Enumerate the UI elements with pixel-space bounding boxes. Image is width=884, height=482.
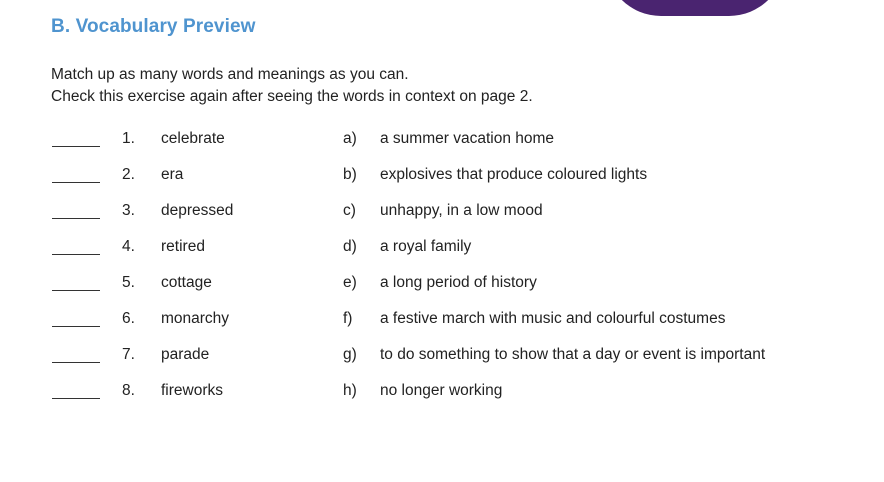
meaning-letter: d) [343,238,357,255]
answer-blank[interactable] [52,200,100,219]
vocabulary-word: cottage [161,274,212,291]
vocabulary-word: fireworks [161,382,224,399]
answer-blank[interactable] [52,236,100,255]
answer-blank[interactable] [52,344,100,363]
vocabulary-word: depressed [161,202,234,219]
item-number: 8. [122,382,135,399]
meaning-letter: f) [343,310,353,327]
meaning-letter: b) [343,166,357,183]
decorative-arc [605,0,785,16]
answer-blank[interactable] [52,128,100,147]
section-title: B. Vocabulary Preview [51,16,256,37]
answer-blank[interactable] [52,380,100,399]
match-row [0,200,884,222]
meaning-letter: h) [343,382,357,399]
meaning-text: a festive march with music and colourful costumes [380,310,726,327]
answer-blank[interactable] [52,164,100,183]
meaning-text: a royal family [380,238,472,255]
meaning-text: to do something to show that a day or event is important [380,346,766,363]
match-row [0,308,884,330]
item-number: 1. [122,130,135,147]
meaning-letter: c) [343,202,356,219]
match-row [0,128,884,150]
meaning-text: no longer working [380,382,503,399]
match-row [0,236,884,258]
item-number: 4. [122,238,135,255]
meaning-letter: g) [343,346,357,363]
match-row [0,380,884,402]
meaning-text: a long period of history [380,274,537,291]
vocabulary-word: monarchy [161,310,230,327]
vocabulary-word: retired [161,238,205,255]
answer-blank[interactable] [52,308,100,327]
item-number: 2. [122,166,135,183]
answer-blank[interactable] [52,272,100,291]
meaning-text: explosives that produce coloured lights [380,166,648,183]
item-number: 3. [122,202,135,219]
meaning-text: unhappy, in a low mood [380,202,543,219]
match-row [0,164,884,186]
match-row [0,272,884,294]
instruction-line-1: Match up as many words and meanings as you can. [51,66,409,83]
match-row [0,344,884,366]
meaning-text: a summer vacation home [380,130,555,147]
meaning-letter: e) [343,274,357,291]
meaning-letter: a) [343,130,357,147]
instruction-line-2: Check this exercise again after seeing the words in context on page 2. [51,88,533,105]
vocabulary-word: parade [161,346,210,363]
item-number: 6. [122,310,135,327]
item-number: 5. [122,274,135,291]
vocabulary-word: era [161,166,184,183]
item-number: 7. [122,346,135,363]
instructions [51,64,533,108]
vocabulary-word: celebrate [161,130,225,147]
